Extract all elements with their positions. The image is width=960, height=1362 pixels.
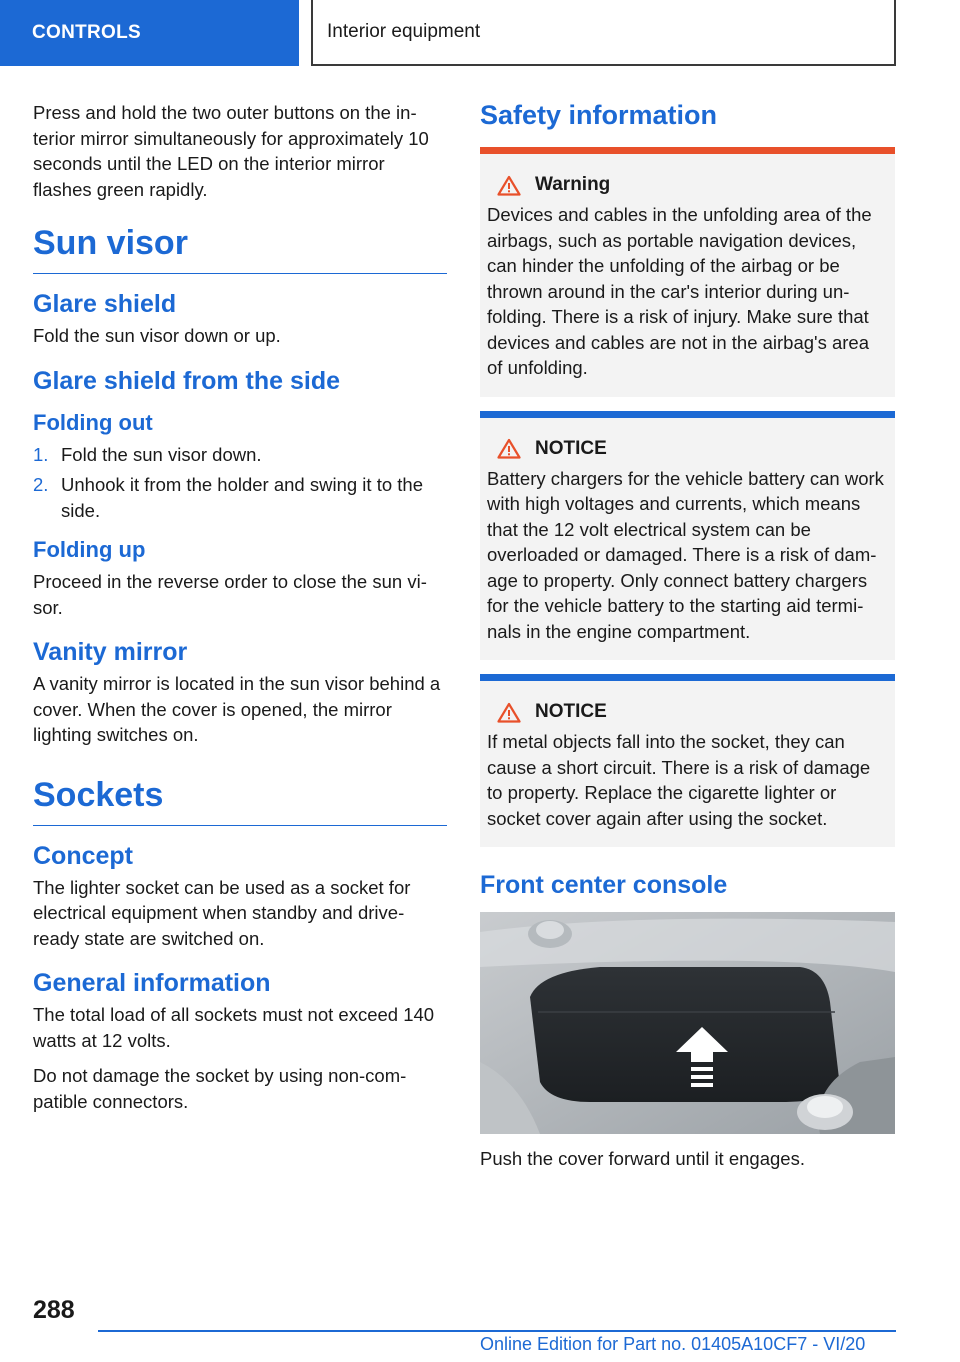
warning-text: Devices and cables in the unfolding area of the airbags, such as portable navigation devices, can hinder the unfolding of the airbag or be thrown around in the car's interior during unfolding. There is a risk of injury. Make sure that devices and cables are not in the airbag's area of unfolding. (487, 204, 872, 378)
notice-box-charger (480, 411, 895, 661)
heading-safety-information: Safety information (480, 100, 718, 130)
chapter-title: Interior equipment (311, 0, 896, 66)
warning-triangle-icon (497, 438, 521, 459)
list-item: 1. Fold the sun visor down. (33, 443, 262, 465)
heading-vanity-mirror: Vanity mirror (33, 638, 188, 666)
page-number: 288 (33, 1296, 75, 1324)
heading-glare-shield-side: Glare shield from the side (33, 366, 341, 395)
heading-front-center-console: Front center console (480, 871, 728, 899)
folding-up-text: Proceed in the reverse order to close the sun visor. (33, 571, 427, 618)
section-tab: CONTROLS (0, 0, 299, 66)
warning-label: Warning (535, 174, 611, 195)
heading-concept: Concept (33, 841, 133, 870)
warning-triangle-icon (497, 702, 521, 723)
folding-out-steps (33, 442, 447, 524)
warning-box (480, 147, 895, 397)
left-column (33, 100, 447, 1124)
right-column (480, 100, 895, 1182)
footer-divider (98, 1330, 896, 1332)
glare-shield-text: Fold the sun visor down or up. (33, 325, 281, 346)
warning-triangle-icon (497, 175, 521, 196)
list-item: 2. Unhook it from the holder and swing it to the side. (33, 474, 423, 521)
notice-text: Battery chargers for the vehicle battery can work with high voltages and currents, which means that the 12 volt electrical system can be overloaded or damaged. There is a risk of damage to property. Only connect battery chargers for the vehicle battery to the starting aid terminals in the engine compartment. (487, 467, 884, 642)
edition-footer: Online Edition for Part no. 01405A10CF7 - VI/20 (480, 1334, 866, 1354)
center-console-photo (480, 912, 895, 1134)
vanity-mirror-text: A vanity mirror is located in the sun visor behind a cover. When the cover is opened, the mirror lighting switches on. (33, 673, 441, 745)
heading-glare-shield: Glare shield (33, 290, 177, 318)
heading-sockets: Sockets (33, 776, 447, 826)
concept-text: The lighter socket can be used as a socket for electrical equipment when standby and drive-ready state are switched on. (33, 876, 411, 949)
notice-label: NOTICE (535, 701, 607, 722)
front-console-caption: Push the cover forward until it engages. (480, 1148, 805, 1169)
heading-folding-up: Folding up (33, 537, 146, 562)
general-text-2: Do not damage the socket by using non-compatible connectors. (33, 1065, 407, 1112)
heading-sun-visor: Sun visor (33, 224, 447, 274)
notice-box-socket (480, 674, 895, 847)
general-text-1: The total load of all sockets must not exceed 140 watts at 12 volts. (33, 1004, 435, 1051)
intro-paragraph: Press and hold the two outer buttons on the interior mirror simultaneously for approximately 10 seconds until the LED on the interior mirror flashes green rapidly. (33, 102, 429, 200)
notice-label: NOTICE (535, 437, 607, 459)
heading-general-information: General information (33, 969, 271, 997)
notice-text: If metal objects fall into the socket, they can cause a short circuit. There is a risk of damage to property. Replace the cigarette lighter or socket cover again after using the socket. (487, 731, 871, 829)
heading-folding-out: Folding out (33, 409, 153, 435)
